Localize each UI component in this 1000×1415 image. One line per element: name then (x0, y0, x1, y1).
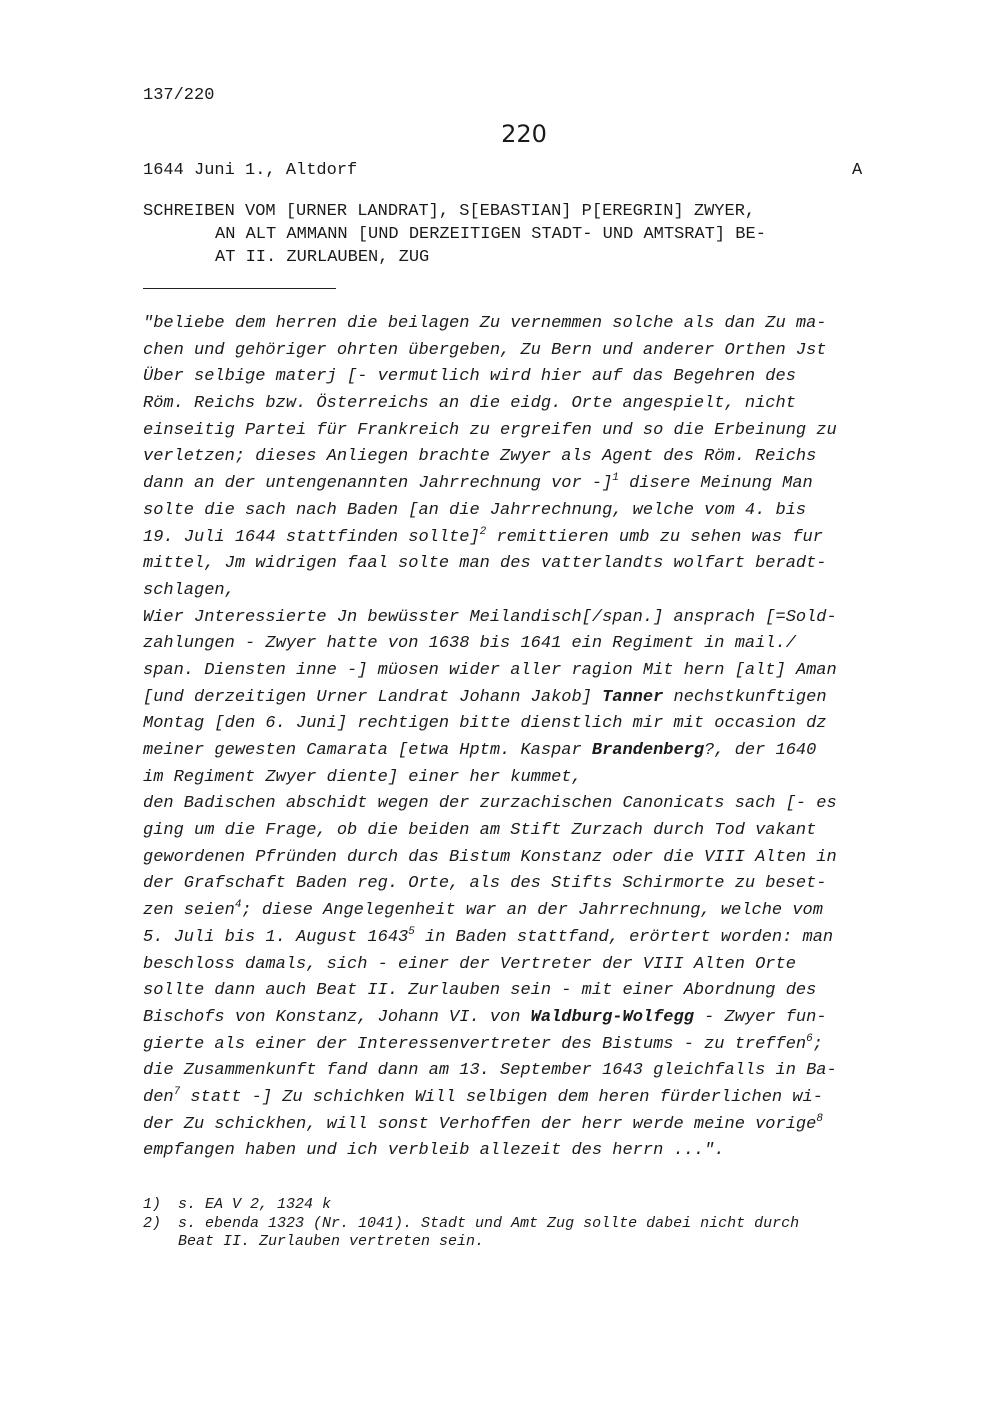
body-line (143, 685, 913, 712)
body-text: meiner gewesten Camarata [etwa Hptm. Kaspar (143, 741, 592, 760)
heading-divider (143, 288, 336, 289)
heading-line: AT II. ZURLAUBEN, ZUG (215, 248, 430, 267)
body-text: remittieren umb zu sehen was fur (486, 527, 823, 547)
body-line: den Badischen abschidt wegen der zurzachischen Canonicats sach [- es (143, 794, 837, 814)
document-heading (143, 200, 883, 269)
body-text: ; diese Angelegenheit war an der Jahrrechnung, welche vom (241, 901, 823, 921)
body-line: solte die sach nach Baden [an die Jahrrechnung, welche vom 4. bis (143, 500, 807, 520)
footnote-ref: 7 (173, 1085, 181, 1098)
footnotes (143, 1196, 923, 1252)
body-text: [und derzeitigen Urner Landrat Johann Jakob] (143, 687, 603, 707)
body-line: span. Diensten inne -] müosen wider aller ragion Mit hern [alt] Aman (143, 660, 837, 680)
footnote-number: 2) (143, 1214, 162, 1232)
body-line (143, 525, 913, 552)
body-line: Wier Jnteressierte Jn bewüsster Meilandisch[/span.] ansprach [=Sold- (143, 607, 837, 627)
body-text: Bischofs von Konstanz, Johann VI. von (143, 1007, 531, 1027)
body-text: disere Meinung Man (618, 474, 813, 494)
body-text: dann an der untengenannten Jahrrechnung vor -] (143, 474, 613, 494)
heading-line: SCHREIBEN VOM [URNER LANDRAT], S[EBASTIAN] P[EREGRIN] ZWYER, (143, 202, 756, 221)
body-line (143, 1032, 913, 1059)
body-text: 5. Juli bis 1. August 1643 (143, 927, 409, 947)
body-line: ging um die Frage, ob die beiden am Stift Zurzach durch Tod vakant (143, 821, 817, 841)
body-line: empfangen haben und ich verbleib allezeit des herrn ...". (143, 1141, 725, 1161)
body-text: ?, der 1640 (704, 741, 817, 760)
body-text: 19. Juli 1644 stattfinden sollte] (143, 527, 480, 547)
document-letter: A (852, 161, 863, 180)
person-name-bold: Tanner (602, 687, 664, 707)
footnote (143, 1196, 923, 1215)
body-line (143, 1112, 913, 1139)
letter-body (143, 311, 913, 1165)
body-line: im Regiment Zwyer diente] einer her kummet, (143, 767, 582, 787)
body-text: gierte als einer der Interessenvertreter des Bistums - zu treffen (143, 1034, 807, 1054)
footnote-number: 1) (143, 1196, 162, 1213)
body-line: verletzen; dieses Anliegen brachte Zwyer als Agent des Röm. Reichs (143, 447, 817, 467)
body-text: zen seien (143, 901, 235, 921)
body-line: gewordenen Pfründen durch das Bistum Konstanz oder die VIII Alten in (143, 847, 837, 867)
body-line: sollte dann auch Beat II. Zurlauben sein - mit einer Abordnung des (143, 981, 817, 1001)
body-line: chen und gehöriger ohrten übergeben, Zu Bern und anderer Orthen Jst (143, 340, 827, 360)
footnote-ref: 8 (816, 1112, 823, 1125)
footnote (143, 1215, 923, 1234)
body-line: Über selbige materj [- vermutlich wird hier auf das Begehren des (143, 367, 796, 387)
body-text: der Zu schickhen, will sonst Verhoffen der herr werde meine vorige (143, 1114, 817, 1134)
body-line: die Zusammenkunft fand dann am 13. September 1643 gleichfalls in Ba- (143, 1061, 837, 1081)
body-text: nechstkunftigen (663, 687, 827, 707)
page-reference: 137/220 (143, 86, 215, 105)
footnote-ref: 2 (479, 525, 487, 538)
body-line (143, 925, 913, 952)
body-line (143, 1005, 913, 1032)
body-line: mittel, Jm widrigen faal solte man des vatterlandts wolfart beradt- (143, 554, 827, 574)
date-place: 1644 Juni 1., Altdorf (143, 161, 358, 180)
body-line (143, 471, 913, 498)
footnote-ref: 6 (806, 1032, 813, 1045)
body-line (143, 1085, 913, 1112)
page-number: 220 (501, 120, 547, 148)
body-line: beschloss damals, sich - einer der Vertreter der VIII Alten Orte (143, 954, 796, 974)
body-line: einseitig Partei für Frankreich zu ergreifen und so die Erbeinung zu (143, 420, 837, 440)
body-line: Röm. Reichs bzw. Österreichs an die eidg. Orte angespielt, nicht (143, 394, 796, 414)
person-name-bold: Waldburg-Wolfegg (530, 1007, 694, 1027)
footnote-ref: 4 (234, 899, 242, 912)
body-text: in Baden stattfand, erörtert worden: man (414, 927, 834, 947)
body-line: zahlungen - Zwyer hatte von 1638 bis 1641 ein Regiment in mail./ (143, 634, 796, 654)
body-line (143, 898, 913, 925)
body-text: den (143, 1087, 174, 1107)
body-line: schlagen, (143, 580, 235, 600)
footnote-text: s. ebenda 1323 (Nr. 1041). Stadt und Amt Zug sollte dabei nicht durch (178, 1214, 800, 1232)
body-text: - Zwyer fun- (693, 1007, 827, 1027)
footnote-text: s. EA V 2, 1324 k (178, 1196, 332, 1213)
footnote-ref: 1 (612, 472, 619, 485)
body-line (143, 738, 913, 765)
body-line: Montag [den 6. Juni] rechtigen bitte dienstlich mir mit occasion dz (143, 714, 827, 734)
footnote-ref: 5 (408, 925, 415, 938)
body-text: ; (812, 1034, 823, 1054)
body-text: statt -] Zu schichken Will selbigen dem heren fürderlichen wi- (180, 1087, 823, 1107)
footnote-continuation: Beat II. Zurlauben vertreten sein. (178, 1233, 485, 1250)
body-line: "beliebe dem herren die beilagen Zu vernemmen solche als dan Zu ma- (143, 314, 827, 333)
heading-line: AN ALT AMMANN [UND DERZEITIGEN STADT- UND AMTSRAT] BE- (215, 225, 766, 244)
body-line: der Grafschaft Baden reg. Orte, als des Stifts Schirmorte zu beset- (143, 874, 827, 894)
person-name-bold: Brandenberg (591, 741, 705, 760)
